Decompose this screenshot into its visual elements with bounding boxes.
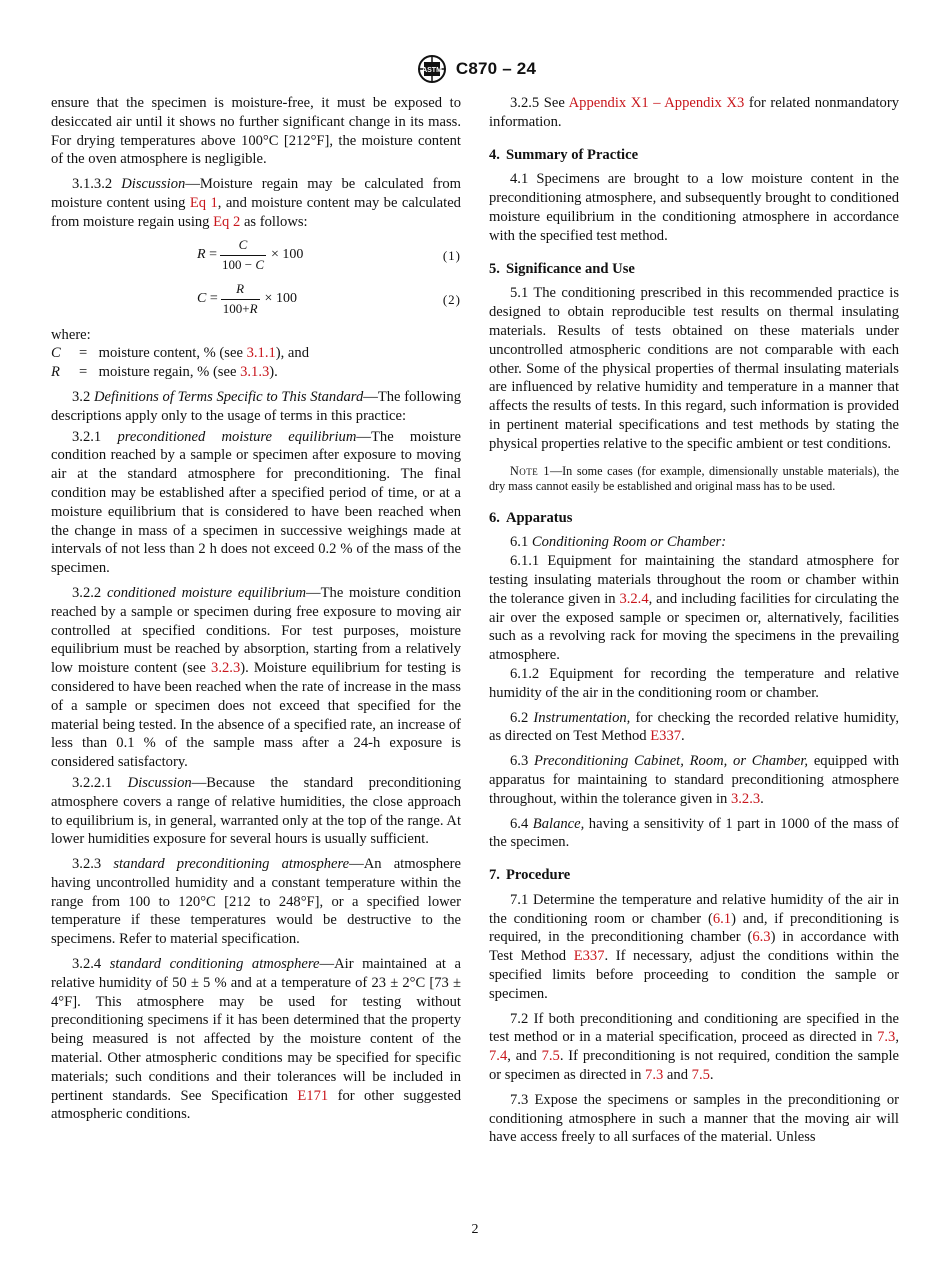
- ref-3-2-4-link[interactable]: 3.2.4: [619, 590, 649, 607]
- standard-designation: C870 – 24: [455, 58, 537, 78]
- ref-7-5-link[interactable]: 7.5: [691, 1067, 710, 1084]
- paragraph-3-2-1: 3.2.1 preconditioned moisture equilibrium—The moisture condition reached by a sample or specimen after exposure to moving air at the standard atmosphere for preconditioning. The final condition may be established after a specified period of time, or at a moisture equilibrium that is considered to have been reached when the change in mass of a specimen in successive weighings made at intervals of not less than 2 h does not exceed 0.2 % of the mass of the specimen.: [51, 428, 461, 577]
- right-column: [489, 94, 899, 1147]
- ref-7-5-link[interactable]: 7.5: [541, 1048, 560, 1065]
- ref-7-3-link[interactable]: 7.3: [645, 1067, 664, 1084]
- appendix-link[interactable]: Appendix X1 – Appendix X3: [568, 95, 745, 111]
- ref-6-1-link[interactable]: 6.1: [712, 910, 732, 927]
- ref-7-4-link[interactable]: 7.4: [489, 1048, 508, 1065]
- paragraph-3-2-5: 3.2.5 See Appendix X1 – Appendix X3 for related nonmandatory information.: [489, 95, 900, 130]
- paragraph-4-1: 4.1 Specimens are brought to a low moisture content in the preconditioning atmosphere, and subsequently brought to conditioned moisture equilibrium in the conditioning atmosphere in accordance with the specified test method.: [489, 171, 899, 244]
- paragraph-7-1: 7.1 Determine the temperature and relative humidity of the air in the conditioning room or chamber (6.1) and, if preconditioning is required, in the preconditioning chamber (6.3) in accordance with Test Method E337. If necessary, adjust the conditions within the specified limits before proceeding to condition the sample or specimen.: [489, 891, 900, 1002]
- left-column: [51, 94, 461, 1124]
- paragraph-3-2-2: 3.2.2 conditioned moisture equilibrium—The moisture condition reached by a sample or specimen during free exposure to moving air controlled at specified conditions. For test purposes, moisture equilibrium must be reached by absorption, starting from a relatively low moisture content (see 3.2.3). Moisture equilibrium for testing is considered to have been reached when the rate of increase in the mass of a sample or specimen does not exceed that specified for the material being tested. In the absence of a specified rate, an increase of less than 0.1 % of the sample mass after a 24-h exposure is considered satisfactory.: [51, 584, 462, 771]
- equation-1: R = $\frac{C}{100 - C}$ × 100 (1): [51, 236, 461, 276]
- page-number: 2: [471, 1222, 479, 1237]
- section-5-heading: 5. Significance and Use: [489, 260, 635, 277]
- where-c: C = moisture content, % (see 3.1.1), and: [51, 345, 309, 362]
- where-r: R = moisture regain, % (see 3.1.3).: [51, 364, 278, 381]
- note-1: Note 1—In some cases (for example, dimensionally unstable materials), the dry mass cannot easily be established and original mass has to be used.: [489, 463, 899, 494]
- paragraph-3-2-3: 3.2.3 standard preconditioning atmosphere—An atmosphere having uncontrolled humidity and a constant temperature within the range from 100 to 120°C [212 to 248°F], or a specified lower temperature if these temperatures would be destructive to the specimens. Refer to material specification.: [51, 856, 461, 948]
- section-6-heading: 6. Apparatus: [489, 509, 573, 526]
- paragraph-6-1-2: 6.1.2 Equipment for recording the temperature and relative humidity of the air in the conditioning room or chamber.: [489, 665, 899, 701]
- paragraph-3-2: 3.2 Definitions of Terms Specific to This Standard—The following descriptions apply only to the usage of terms in this practice:: [51, 388, 461, 424]
- equation-2: C = $\frac{R}{100+R}$ × 100 (2): [51, 280, 461, 320]
- equation-number: (1): [442, 247, 461, 263]
- paragraph-7-2: 7.2 If both preconditioning and conditioning are specified in the test method or in a material specification, proceed as directed in 7.3, 7.4, and 7.5. If preconditioning is not required, condition the sample or specimen as directed in 7.3 and 7.5.: [489, 1010, 899, 1084]
- equation-number: (2): [442, 291, 461, 307]
- paragraph-6-1: 6.1 Conditioning Room or Chamber:: [510, 534, 727, 551]
- paragraph-3-2-4: 3.2.4 standard conditioning atmosphere—Air maintained at a relative humidity of 50 ± 5 % and at a temperature of 23 ± 2°C [73 ± 4°F]. This atmosphere may be used for testing without preconditioning specimens if it has been determined that the property being measured is not affected by the moisture content of the material. Other atmospheric conditions may be specified for specific materials; such conditions and their tolerances will be included in pertinent standards. See Specification E171 for other suggested atmospheric conditions.: [51, 956, 462, 1123]
- paragraph-continued: ensure that the specimen is moisture-free, it must be exposed to desiccated air until it shows no further significant change in its mass. For drying temperatures above 100°C [212°F], the moisture content of the oven atmosphere is negligible.: [51, 95, 461, 168]
- paragraph-6-3: 6.3 Preconditioning Cabinet, Room, or Chamber, equipped with apparatus for maintaining to standard preconditioning atmosphere throughout, within the tolerance given in 3.2.3.: [489, 753, 899, 807]
- paragraph-3-1-3-2: 3.1.3.2 Discussion—Moisture regain may be calculated from moisture content using Eq 1, and moisture content may be calculated from moisture regain using Eq 2 as follows:: [51, 176, 461, 230]
- astm-logo: [414, 54, 450, 84]
- where-label: where:: [51, 326, 91, 343]
- section-4-heading: 4. Summary of Practice: [489, 146, 639, 163]
- section-7-heading: 7. Procedure: [489, 867, 571, 884]
- e337-link[interactable]: E337: [573, 948, 605, 965]
- eq2-link[interactable]: Eq 2: [213, 213, 241, 230]
- paragraph-5-1: 5.1 The conditioning prescribed in this recommended practice is designed to obtain reproducible test results on thermal insulating materials. Results of tests obtained on these materials under uncontrolled atmospheric conditions are not comparable with each other. Some of the physical properties of thermal insulating materials are influenced by relative humidity and temperature in a manner that affects the results of tests. In this regard, such information is provided in pertinent material specifications and test methods by stating the physical properties relative to the specific ambient or test conditions.: [489, 285, 899, 452]
- ref-7-3-link[interactable]: 7.3: [877, 1029, 896, 1046]
- ref-3-1-3-link[interactable]: 3.1.3: [240, 364, 270, 381]
- paragraph-3-2-2-1: 3.2.2.1 Discussion—Because the standard preconditioning atmosphere covers a range of relative humidities, the close approach to equilibrium is, in general, warranted only at the top of the range. At lower humidities exposure for several hours is usually sufficient.: [51, 774, 461, 848]
- paragraph-6-4: 6.4 Balance, having a sensitivity of 1 part in 1000 of the mass of the specimen.: [489, 815, 899, 851]
- e171-link[interactable]: E171: [297, 1087, 329, 1104]
- ref-3-2-3-link[interactable]: 3.2.3: [211, 660, 241, 677]
- svg-text:ASTM: ASTM: [421, 67, 442, 74]
- ref-6-3-link[interactable]: 6.3: [752, 929, 771, 946]
- ref-3-2-3-link[interactable]: 3.2.3: [730, 790, 761, 807]
- eq1-link[interactable]: Eq 1: [189, 194, 218, 211]
- ref-3-1-1-link[interactable]: 3.1.1: [246, 345, 276, 362]
- page-header: [0, 54, 950, 84]
- e337-link[interactable]: E337: [650, 728, 682, 745]
- paragraph-7-3: 7.3 Expose the specimens or samples in the preconditioning or conditioning atmosphere in such a manner that the moving air will have access freely to all surfaces of the material. Unless: [489, 1091, 899, 1146]
- paragraph-6-1-1: 6.1.1 Equipment for maintaining the standard atmosphere for testing insulating materials throughout the room or chamber within the tolerance given in 3.2.4, and including facilities for circulating the air over the exposed sample or specimen or, alternatively, facilities such as a revolving rack for moving the specimens in the prevailing atmosphere.: [489, 553, 899, 664]
- paragraph-6-2: 6.2 Instrumentation, for checking the recorded relative humidity, as directed on Test Method E337.: [489, 709, 900, 745]
